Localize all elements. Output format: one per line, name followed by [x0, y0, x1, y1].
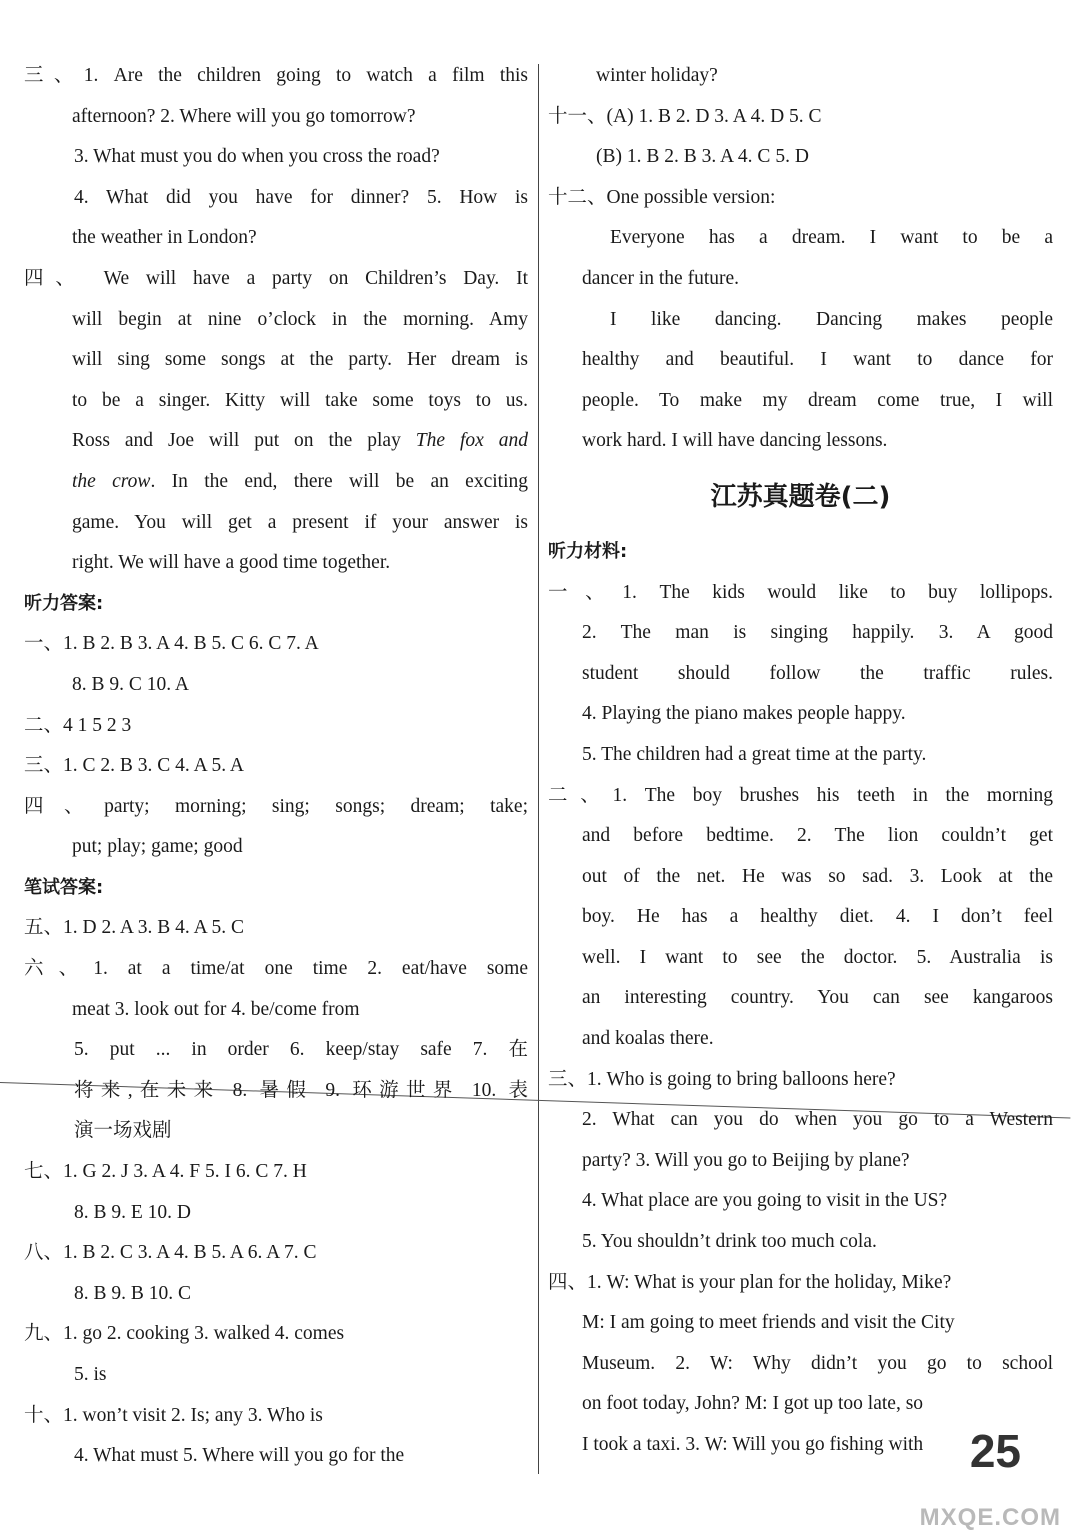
- column-divider: [538, 64, 539, 1474]
- line-text: 演一场戏剧: [74, 1120, 172, 1142]
- text-line: [548, 97, 1053, 138]
- line-text: and koalas there.: [582, 1028, 714, 1050]
- text-line: [548, 857, 1053, 898]
- text-line: [548, 1384, 1053, 1425]
- text-line: [548, 735, 1053, 776]
- line-text: 三、1. Who is going to bring balloons here?: [548, 1068, 896, 1090]
- line-text: Ross and Joe will put on the play: [72, 430, 401, 452]
- text-line: [24, 381, 528, 422]
- text-line: [548, 978, 1053, 1019]
- line-text: 笔试答案:: [24, 876, 104, 898]
- line-text: 8. B 9. C 10. A: [72, 673, 190, 695]
- line-text: 一、1. B 2. B 3. A 4. B 5. C 6. C 7. A: [24, 633, 319, 655]
- line-text: 四、 We will have a party on Children’s Day. It: [24, 267, 528, 289]
- text-line: [548, 573, 1053, 614]
- line-text: 将来,在未来 8. 暑假 9. 环游世界 10. 表: [74, 1079, 528, 1101]
- line-text: I took a taxi. 3. W: Will you go fishing with: [582, 1434, 924, 1455]
- text-line: [24, 706, 528, 747]
- text-line: [548, 421, 1053, 462]
- line-text: 4. What place are you going to visit in the US?: [582, 1190, 948, 1212]
- text-line: [24, 1436, 528, 1477]
- line-text: 十二、One possible version:: [548, 186, 776, 208]
- text-line: [24, 949, 528, 990]
- line-text: 2. The man is singing happily. 3. A good: [582, 622, 1053, 644]
- line-text: 三、1. C 2. B 3. C 4. A 5. A: [24, 755, 244, 777]
- line-text: 8. B 9. E 10. D: [74, 1201, 191, 1223]
- watermark: MXQE.COM: [919, 1504, 1061, 1531]
- text-line: [24, 1314, 528, 1355]
- text-line: [548, 1019, 1053, 1060]
- text-line: [24, 787, 528, 828]
- text-line: [548, 340, 1053, 381]
- line-text: to be a singer. Kitty will take some toys to us.: [72, 389, 528, 411]
- line-text: (B) 1. B 2. B 3. A 4. C 5. D: [596, 146, 809, 168]
- text-line: [24, 218, 528, 259]
- line-text: Everyone has a dream. I want to be a: [610, 227, 1053, 249]
- line-text: will sing some songs at the party. Her dream is: [72, 349, 528, 371]
- line-text: 九、1. go 2. cooking 3. walked 4. comes: [24, 1323, 345, 1345]
- line-text: boy. He has a healthy diet. 4. I don’t feel: [582, 906, 1053, 928]
- line-text: 2. What can you do when you go to a Western: [582, 1109, 1053, 1131]
- line-text: 二、1. The boy brushes his teeth in the morning: [548, 784, 1053, 806]
- text-line: [24, 56, 528, 97]
- text-line: [24, 462, 528, 503]
- line-text: student should follow the traffic rules.: [582, 662, 1053, 684]
- text-line: [548, 694, 1053, 735]
- text-line: [548, 654, 1053, 695]
- line-text: 4. What did you have for dinner? 5. How is: [74, 186, 528, 208]
- line-text: 四、1. W: What is your plan for the holiday, Mike?: [548, 1271, 952, 1293]
- text-line: [24, 137, 528, 178]
- line-text: I like dancing. Dancing makes people: [610, 308, 1053, 330]
- line-text: people. To make my dream come true, I will: [582, 389, 1053, 411]
- line-text: 8. B 9. B 10. C: [74, 1282, 192, 1304]
- line-text: work hard. I will have dancing lessons.: [582, 430, 888, 452]
- text-line: [24, 1111, 528, 1152]
- line-text: 六、1. at a time/at one time 2. eat/have some: [24, 958, 528, 980]
- text-line: [24, 908, 528, 949]
- line-text: afternoon? 2. Where will you go tomorrow?: [72, 105, 416, 127]
- text-line: [548, 532, 1053, 573]
- text-line: [24, 1396, 528, 1437]
- text-line: [24, 624, 528, 665]
- text-line: [24, 421, 528, 462]
- line-text: 八、1. B 2. C 3. A 4. B 5. A 6. A 7. C: [24, 1242, 317, 1264]
- text-line: [24, 584, 528, 625]
- text-line: [24, 503, 528, 544]
- text-line: [548, 462, 1053, 532]
- text-line: [24, 1355, 528, 1396]
- text-line: [24, 340, 528, 381]
- text-line: [548, 816, 1053, 857]
- line-text: right. We will have a good time together.: [72, 552, 391, 574]
- text-line: [24, 1071, 528, 1112]
- line-text: out of the net. He was so sad. 3. Look at the: [582, 865, 1053, 887]
- text-line: [24, 868, 528, 909]
- line-text: 4. Playing the piano makes people happy.: [582, 703, 906, 725]
- line-text: Museum. 2. W: Why didn’t you go to school: [582, 1352, 1053, 1374]
- italic-title: the crow: [72, 470, 151, 492]
- line-text: put; play; game; good: [72, 836, 243, 858]
- text-line: [24, 259, 528, 300]
- text-line: [548, 1344, 1053, 1385]
- line-text: the weather in London?: [72, 227, 257, 249]
- text-line: [24, 543, 528, 584]
- line-text: 三、1. Are the children going to watch a film this: [24, 65, 528, 86]
- line-text: 十、1. won’t visit 2. Is; any 3. Who is: [24, 1404, 323, 1426]
- line-text: game. You will get a present if your answer is: [72, 511, 528, 533]
- text-line: [548, 137, 1053, 178]
- text-line: [548, 1222, 1053, 1263]
- text-line: [548, 613, 1053, 654]
- text-line: [24, 665, 528, 706]
- line-text: on foot today, John? M: I got up too late, so: [582, 1393, 924, 1415]
- text-line: [548, 300, 1053, 341]
- line-text: well. I want to see the doctor. 5. Australia is: [582, 946, 1053, 968]
- line-text: 七、1. G 2. J 3. A 4. F 5. I 6. C 7. H: [24, 1161, 307, 1183]
- line-text: 听力答案:: [24, 592, 104, 614]
- line-text: meat 3. look out for 4. be/come from: [72, 998, 360, 1020]
- line-text: M: I am going to meet friends and visit the City: [582, 1312, 955, 1334]
- line-text: 5. put ... in order 6. keep/stay safe 7. 在: [74, 1039, 528, 1061]
- line-text: 五、1. D 2. A 3. B 4. A 5. C: [24, 917, 244, 939]
- line-text: 四、party; morning; sing; songs; dream; take;: [24, 795, 528, 817]
- page-number: 25: [969, 1425, 1021, 1477]
- text-line: [24, 1193, 528, 1234]
- line-text: healthy and beautiful. I want to dance for: [582, 349, 1053, 371]
- text-line: [24, 1233, 528, 1274]
- line-text: 3. What must you do when you cross the road?: [74, 146, 440, 168]
- line-text: 二、4 1 5 2 3: [24, 714, 132, 736]
- text-line: [548, 1141, 1053, 1182]
- line-text: an interesting country. You can see kangaroos: [582, 987, 1053, 1009]
- text-line: [24, 1152, 528, 1193]
- text-line: [24, 1030, 528, 1071]
- line-text: . In the end, there will be an exciting: [150, 470, 528, 492]
- line-text: 十一、(A) 1. B 2. D 3. A 4. D 5. C: [548, 105, 822, 127]
- line-text: 一、1. The kids would like to buy lollipops.: [548, 581, 1053, 603]
- line-text: 4. What must 5. Where will you go for the: [74, 1445, 405, 1467]
- text-line: [24, 97, 528, 138]
- text-line: [548, 938, 1053, 979]
- text-line: [548, 56, 1053, 97]
- line-text: 5. is: [74, 1364, 107, 1385]
- line-text: 5. The children had a great time at the party.: [582, 743, 927, 765]
- text-line: [548, 1100, 1053, 1141]
- italic-title: The fox and: [415, 430, 528, 452]
- text-line: [24, 990, 528, 1031]
- text-line: [24, 178, 528, 219]
- text-line: [548, 1181, 1053, 1222]
- line-text: winter holiday?: [596, 65, 718, 86]
- line-text: 5. You shouldn’t drink too much cola.: [582, 1231, 877, 1253]
- line-text: and before bedtime. 2. The lion couldn’t get: [582, 825, 1053, 847]
- text-line: [24, 300, 528, 341]
- line-text: dancer in the future.: [582, 267, 740, 289]
- text-line: [548, 1303, 1053, 1344]
- text-line: [548, 1263, 1053, 1304]
- text-line: [548, 259, 1053, 300]
- text-line: [548, 381, 1053, 422]
- text-line: [548, 218, 1053, 259]
- left-column: [24, 56, 528, 1477]
- line-text: will begin at nine o’clock in the morning. Amy: [72, 308, 528, 330]
- line-text: 听力材料:: [548, 540, 628, 562]
- right-column: [548, 56, 1053, 1466]
- text-line: [24, 827, 528, 868]
- text-line: [548, 1060, 1053, 1101]
- text-line: [24, 746, 528, 787]
- text-line: [548, 776, 1053, 817]
- line-text: 江苏真题卷(二): [710, 481, 891, 512]
- text-line: [548, 897, 1053, 938]
- text-line: [548, 178, 1053, 219]
- line-text: party? 3. Will you go to Beijing by plane?: [582, 1149, 910, 1171]
- text-line: [24, 1274, 528, 1315]
